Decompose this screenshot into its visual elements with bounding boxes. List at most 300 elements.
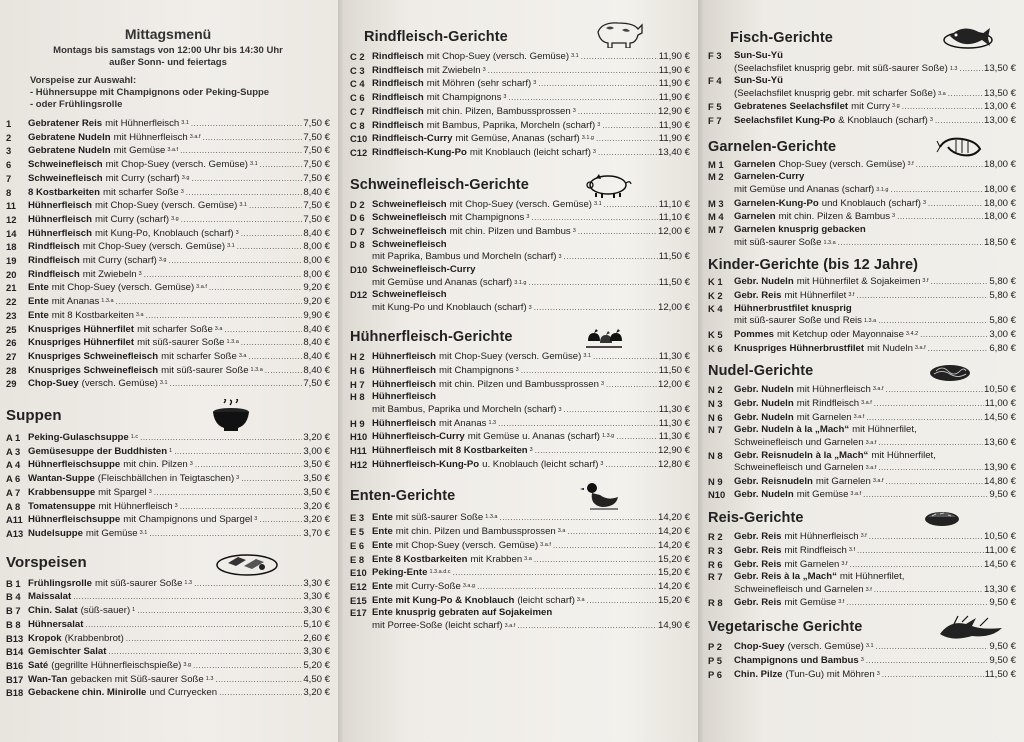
menu-item-row xyxy=(350,430,690,444)
item-price: 14,50 € xyxy=(983,558,1016,570)
item-name: Sun-Su-Yü xyxy=(734,75,784,87)
allergen-codes: 3.1 xyxy=(227,243,235,250)
menu-item-row xyxy=(350,91,690,105)
item-code: E 5 xyxy=(350,526,365,538)
allergen-codes: 3.a.f xyxy=(865,439,877,446)
menu-item-row xyxy=(350,364,690,378)
vegetables-icon xyxy=(936,614,1008,640)
item-description xyxy=(372,539,657,553)
item-detail: (gegrillte Hühnerfleischspieße) xyxy=(51,659,182,671)
item-code: E10 xyxy=(350,567,367,579)
item-description xyxy=(372,511,657,525)
item-name-suffix: mit Hühnerfilet, xyxy=(852,424,917,436)
item-description xyxy=(372,211,658,225)
menu-item-row xyxy=(708,654,1016,668)
allergen-codes: 3.a.f xyxy=(872,477,884,484)
menu-item-row xyxy=(708,158,1016,172)
item-description xyxy=(372,364,658,378)
item-price: 9,50 € xyxy=(989,654,1016,666)
dot-leader xyxy=(838,237,983,250)
item-description xyxy=(372,553,657,567)
item-name: Gebr. Reis xyxy=(734,289,782,301)
allergen-codes: 3.a.f xyxy=(861,399,872,406)
item-code: A 8 xyxy=(6,500,21,512)
item-description xyxy=(372,119,658,133)
allergen-codes: 3 xyxy=(860,656,864,663)
item-description xyxy=(372,580,657,594)
allergen-codes: 3 xyxy=(558,254,562,261)
allergen-codes: 3.g xyxy=(892,103,900,110)
item-detail: mit scharfer Soße xyxy=(161,350,237,362)
allergen-codes: 3 xyxy=(236,475,240,482)
menu-item-row xyxy=(350,105,690,119)
menu-item-row xyxy=(6,131,330,145)
menu-item-row xyxy=(6,577,330,591)
item-name: Wantan-Suppe xyxy=(28,473,95,485)
item-name-suffix: mit Hühnerfilet, xyxy=(871,449,936,461)
allergen-codes: 3.f xyxy=(922,278,929,285)
item-detail: mit Gemüse und Ananas (scharf) xyxy=(734,184,875,196)
item-code: 2 xyxy=(6,131,12,143)
reis-title: Reis-Gerichte xyxy=(708,510,804,527)
item-code: D 7 xyxy=(350,226,365,238)
item-detail: mit chin. Pilzen und Bambus xyxy=(449,226,571,238)
soup-bowl-icon xyxy=(210,399,254,431)
menu-panel-left xyxy=(0,0,338,742)
allergen-codes: 3.f xyxy=(865,586,872,593)
allergen-codes: 3.1 xyxy=(139,529,148,536)
item-detail: mit chin. Pilzen und Bambussprossen xyxy=(395,526,556,538)
item-code: 28 xyxy=(6,364,17,376)
item-price: 11,90 € xyxy=(658,64,690,76)
dot-leader xyxy=(602,119,657,133)
item-description xyxy=(372,64,658,78)
item-line-2 xyxy=(734,315,1016,328)
schwein-multiline-list xyxy=(350,239,690,315)
item-description xyxy=(372,417,658,431)
item-line-2 xyxy=(734,462,1016,475)
dot-leader xyxy=(886,475,983,489)
item-line-1 xyxy=(734,450,1016,463)
item-detail: mit Porree-Soße (leicht scharf) xyxy=(372,619,503,631)
item-name: Schweinefleisch xyxy=(372,238,447,250)
item-description xyxy=(28,186,302,200)
menu-item-row xyxy=(350,211,690,225)
item-body xyxy=(372,264,690,289)
item-detail: Schweinefleisch und Garnelen xyxy=(734,462,864,474)
item-code: D10 xyxy=(350,263,368,275)
allergen-codes: 3 xyxy=(597,121,601,128)
dot-leader xyxy=(528,277,657,290)
dot-leader xyxy=(521,364,658,378)
allergen-codes: 3.a xyxy=(214,325,223,332)
item-code: D 2 xyxy=(350,198,365,210)
item-name: Rindfleisch xyxy=(372,119,424,131)
menu-item-row xyxy=(6,377,330,391)
item-body xyxy=(734,303,1016,328)
item-name: Gebr. Nudeln xyxy=(734,489,794,501)
item-description xyxy=(734,411,983,425)
item-price: 9,20 € xyxy=(303,282,330,294)
menu-item-multiline xyxy=(350,607,690,632)
item-code: F 3 xyxy=(708,50,722,61)
allergen-codes: 3 xyxy=(558,407,562,413)
item-price: 11,30 € xyxy=(658,431,690,443)
item-price: 7,50 € xyxy=(303,131,330,143)
dot-leader xyxy=(878,315,988,328)
item-name: Rindfleisch xyxy=(28,268,80,280)
item-code: 19 xyxy=(6,255,17,267)
menu-item-row xyxy=(350,511,690,525)
item-description xyxy=(28,673,302,687)
item-description xyxy=(734,197,983,211)
item-description xyxy=(28,295,302,309)
item-code: A13 xyxy=(6,527,24,539)
item-description xyxy=(734,475,983,489)
item-price: 10,50 € xyxy=(983,531,1016,543)
item-code: 6 xyxy=(6,159,12,171)
item-name: Knuspriges Schweinefleisch xyxy=(28,350,159,362)
item-line-1 xyxy=(734,303,1016,316)
item-name: Garnelen-Curry xyxy=(734,171,805,183)
allergen-codes: 1.3 xyxy=(184,579,193,586)
item-price: 7,50 € xyxy=(303,213,330,225)
item-code: C 7 xyxy=(350,105,365,117)
item-description xyxy=(372,50,658,64)
item-detail: mit Zwiebeln xyxy=(426,64,481,76)
item-price: 3,20 € xyxy=(303,514,330,526)
allergen-codes: 3 xyxy=(600,460,604,467)
item-detail: (Krabbenbrot) xyxy=(64,632,124,644)
item-detail: mit Kung-Po und Knoblauch (scharf) xyxy=(372,301,527,313)
mittagsmenu-title: Mittagsmenü xyxy=(124,26,212,42)
allergen-codes: 3.f xyxy=(848,546,855,553)
item-description xyxy=(734,488,988,502)
menu-item-row xyxy=(708,640,1016,654)
item-code: C 4 xyxy=(350,78,365,90)
allergen-codes: 3.4.2 xyxy=(905,330,919,337)
item-code: 22 xyxy=(6,296,17,308)
dot-leader xyxy=(488,64,658,78)
menu-item-row xyxy=(708,475,1016,489)
item-description xyxy=(372,378,657,392)
menu-item-row xyxy=(350,378,690,392)
item-code: K 2 xyxy=(708,289,723,301)
dot-leader xyxy=(856,289,988,303)
dot-leader xyxy=(578,225,657,239)
dot-leader xyxy=(137,604,302,618)
item-name: Tomatensuppe xyxy=(28,500,96,512)
item-price: 3,50 € xyxy=(303,459,330,471)
item-description xyxy=(28,431,302,445)
dot-leader xyxy=(886,383,983,397)
dot-leader xyxy=(928,342,989,356)
item-detail: Schweinefleisch und Garnelen xyxy=(734,583,864,595)
item-body xyxy=(372,391,690,416)
item-name: Champignons und Bambus xyxy=(734,654,859,666)
suppen-header xyxy=(6,399,330,431)
huhn-list xyxy=(350,350,690,391)
item-price: 14,90 € xyxy=(657,619,690,631)
item-name: Hühnerbrustfilet knusprig xyxy=(734,302,852,314)
allergen-codes: 3 xyxy=(526,214,530,221)
item-detail: mit chin. Pilzen xyxy=(123,459,188,471)
item-price: 7,50 € xyxy=(303,200,330,212)
nudel-title: Nudel-Gerichte xyxy=(708,363,814,380)
item-price: 9,50 € xyxy=(989,489,1016,501)
dot-leader xyxy=(170,377,303,391)
item-price: 8,40 € xyxy=(303,337,330,349)
menu-item-row xyxy=(350,119,690,133)
item-detail: mit Bambus, Paprika und Morcheln (scharf) xyxy=(372,404,557,415)
dot-leader xyxy=(453,566,657,580)
item-line-1 xyxy=(372,607,690,620)
item-name: Chop-Suey xyxy=(28,378,79,390)
menu-item-row xyxy=(708,342,1016,356)
item-name: Gebackene chin. Minirolle xyxy=(28,687,147,699)
item-code: H 2 xyxy=(350,351,365,363)
item-price: 13,00 € xyxy=(983,101,1016,113)
item-name: Gebr. Nudeln à la „Mach“ xyxy=(734,424,850,436)
item-detail: mit Chop-Suey (versch. Gemüse) xyxy=(426,51,570,62)
item-code: 3 xyxy=(6,145,12,157)
allergen-codes: 1.3.a xyxy=(101,298,114,305)
menu-item-row xyxy=(350,77,690,91)
item-name: Hühnerfleisch-Curry xyxy=(372,431,465,443)
nudel-list-2 xyxy=(708,475,1016,502)
dot-leader xyxy=(890,184,983,197)
dot-leader xyxy=(931,275,989,289)
item-price: 11,90 € xyxy=(658,92,690,104)
dot-leader xyxy=(237,240,303,254)
item-price: 18,50 € xyxy=(983,236,1016,248)
item-code: R 3 xyxy=(708,544,723,556)
allergen-codes: 3 xyxy=(876,670,880,677)
item-description xyxy=(28,350,302,364)
reis-header xyxy=(708,506,1016,530)
allergen-codes: 1.3 xyxy=(205,675,214,682)
item-code: 27 xyxy=(6,350,17,362)
item-body xyxy=(734,50,1016,75)
item-description xyxy=(734,289,988,303)
item-detail: mit Paprika, Bambus und Morcheln (scharf) xyxy=(372,251,557,263)
item-name: Chin. Pilze xyxy=(734,668,783,680)
item-code: M 7 xyxy=(708,224,724,236)
item-description xyxy=(28,632,302,646)
rind-header xyxy=(350,26,690,48)
item-code: B 8 xyxy=(6,618,21,630)
item-name: Schweinefleisch xyxy=(372,212,447,224)
item-price: 15,20 € xyxy=(657,594,690,606)
vorspeisen-title: Vorspeisen xyxy=(6,554,87,572)
menu-item-row xyxy=(6,472,330,486)
allergen-codes: 3.a xyxy=(576,596,585,603)
dot-leader xyxy=(596,132,658,146)
menu-item-row xyxy=(708,275,1016,289)
item-price: 3,30 € xyxy=(303,605,330,617)
item-price: 11,90 € xyxy=(658,133,690,145)
item-name: Schweinefleisch xyxy=(372,198,447,210)
item-price: 2,60 € xyxy=(303,632,330,644)
item-price: 7,50 € xyxy=(303,172,330,184)
item-code: M 4 xyxy=(708,211,724,223)
allergen-codes: 1.3.a.d.c xyxy=(429,569,451,576)
item-name: 8 Kostbarkeiten xyxy=(28,186,100,198)
menu-item-row xyxy=(708,544,1016,558)
allergen-codes: 3.a xyxy=(238,352,247,359)
menu-item-row xyxy=(6,281,330,295)
item-name: Nudelsuppe xyxy=(28,527,83,539)
item-detail: und Knoblauch (scharf) xyxy=(821,197,921,209)
item-name: Ente xyxy=(372,539,393,551)
item-name: Schweinefleisch-Curry xyxy=(372,263,476,275)
allergen-codes: 3.1.g xyxy=(581,135,594,142)
item-price: 8,40 € xyxy=(303,323,330,335)
item-code: B13 xyxy=(6,632,24,644)
garnelen-m7 xyxy=(708,224,1016,249)
item-price: 11,10 € xyxy=(658,212,690,224)
item-line-2 xyxy=(372,277,690,290)
allergen-codes: 1.3 xyxy=(949,65,958,72)
item-name: Knuspriges Hühnerbrustfilet xyxy=(734,342,865,354)
item-name: Garnelen-Kung-Po xyxy=(734,197,819,209)
menu-item-row xyxy=(6,117,330,131)
item-detail: mit Curry (scharf) xyxy=(82,255,157,267)
menu-item-multiline xyxy=(708,50,1016,75)
item-name: Hühnerfleisch xyxy=(28,200,92,212)
nudel-header xyxy=(708,359,1016,383)
nudel-n8 xyxy=(708,450,1016,475)
item-description xyxy=(28,240,302,254)
huhn-title: Hühnerfleisch-Gerichte xyxy=(350,329,513,346)
item-detail: mit Ketchup oder Mayonnaise xyxy=(777,328,904,340)
item-description xyxy=(28,645,302,659)
item-description xyxy=(734,210,983,224)
item-line-1 xyxy=(734,224,1016,237)
item-name: Rindfleisch-Curry xyxy=(372,133,453,145)
item-description xyxy=(734,654,988,668)
item-detail: mit Rindfleisch xyxy=(796,397,860,409)
dot-leader xyxy=(108,645,302,659)
reis-list-2 xyxy=(708,596,1016,610)
item-name: Pommes xyxy=(734,328,774,340)
allergen-codes: 1.3.a xyxy=(863,318,877,325)
huhn-list-2 xyxy=(350,417,690,472)
dot-leader xyxy=(498,417,658,431)
allergen-codes: 3.a xyxy=(938,90,946,97)
dot-leader xyxy=(146,309,303,323)
schwein-list xyxy=(350,198,690,239)
item-price: 8,40 € xyxy=(303,227,330,239)
item-price: 6,80 € xyxy=(989,342,1016,354)
item-detail: mit süß-saurer Soße xyxy=(395,512,484,524)
item-price: 7,50 € xyxy=(303,159,330,171)
item-code: E12 xyxy=(350,580,367,592)
dot-leader xyxy=(260,158,303,172)
item-body xyxy=(372,607,690,632)
item-price: 13,00 € xyxy=(983,115,1016,127)
item-price: 9,50 € xyxy=(989,641,1016,653)
item-code: K 5 xyxy=(708,328,723,340)
menu-item-row xyxy=(6,604,330,618)
dot-leader xyxy=(581,50,658,64)
menu-item-row xyxy=(6,632,330,646)
item-line-1 xyxy=(372,239,690,252)
item-name: Gebratener Reis xyxy=(28,118,103,129)
dot-leader xyxy=(191,172,302,186)
item-name: Gebr. Reisnudeln à la „Mach“ xyxy=(734,449,869,461)
item-name: Gebr. Reis à la „Mach“ xyxy=(734,571,837,583)
item-description xyxy=(28,364,302,378)
item-price: 3,20 € xyxy=(303,687,330,699)
item-detail: mit Hühnerfleisch xyxy=(784,531,859,543)
allergen-codes: 1.c xyxy=(130,434,139,441)
dot-leader xyxy=(959,63,983,76)
dot-leader xyxy=(538,77,657,91)
allergen-codes: 1 xyxy=(132,607,136,614)
item-price: 14,20 € xyxy=(657,526,690,538)
kinder-list xyxy=(708,275,1016,302)
dot-leader xyxy=(869,530,983,544)
item-price: 13,90 € xyxy=(983,462,1016,474)
item-code: K 4 xyxy=(708,302,723,314)
item-price: 11,30 € xyxy=(658,351,690,363)
chickens-icon xyxy=(582,323,624,351)
item-price: 18,00 € xyxy=(983,211,1016,223)
dot-leader xyxy=(517,620,657,633)
item-description xyxy=(734,114,983,128)
item-detail: (Seelachsfilet knusprig gebr. mit süß-saurer Soße) xyxy=(734,62,948,74)
dot-leader xyxy=(180,500,303,514)
item-detail: mit scharfer Soße xyxy=(137,323,213,335)
item-description xyxy=(28,686,302,700)
allergen-codes: 3.g xyxy=(171,215,179,222)
allergen-codes: 3.f xyxy=(841,560,848,567)
allergen-codes: 3.1 xyxy=(594,200,602,207)
schwein-header xyxy=(350,172,690,198)
item-description xyxy=(28,445,302,459)
item-detail: & Knoblauch (scharf) xyxy=(838,115,928,127)
item-price: 8,40 € xyxy=(303,364,330,376)
item-code: M 3 xyxy=(708,197,724,209)
item-price: 9,90 € xyxy=(303,309,330,321)
item-description xyxy=(734,558,983,572)
item-code: M 2 xyxy=(708,171,724,183)
item-description xyxy=(372,430,658,444)
dot-leader xyxy=(191,117,302,131)
item-detail: mit Chop-Suey (versch. Gemüse) xyxy=(395,539,539,551)
item-name: Kropok xyxy=(28,632,62,644)
menu-item-multiline xyxy=(708,75,1016,100)
item-name: Hühnerfleischsuppe xyxy=(28,514,121,526)
item-detail: mit Ananas xyxy=(51,296,100,308)
item-name: Gebratene Nudeln xyxy=(28,145,111,157)
allergen-codes: 3 xyxy=(533,80,537,87)
menu-item-row xyxy=(350,64,690,78)
item-description xyxy=(28,199,302,213)
item-name: Rindfleisch xyxy=(372,51,424,62)
item-price: 11,50 € xyxy=(984,668,1016,680)
menu-item-row xyxy=(708,558,1016,572)
item-detail: mit Hühnerfleisch xyxy=(796,384,871,396)
item-code: C10 xyxy=(350,133,368,145)
item-name: Hühnerfleisch xyxy=(372,391,436,403)
item-description xyxy=(28,131,302,145)
item-detail: mit Gemüse u. Ananas (scharf) xyxy=(467,431,600,443)
item-description xyxy=(28,144,302,158)
item-detail: mit Gemüse und Ananas (scharf) xyxy=(372,276,513,288)
allergen-codes: 3 xyxy=(503,94,507,101)
